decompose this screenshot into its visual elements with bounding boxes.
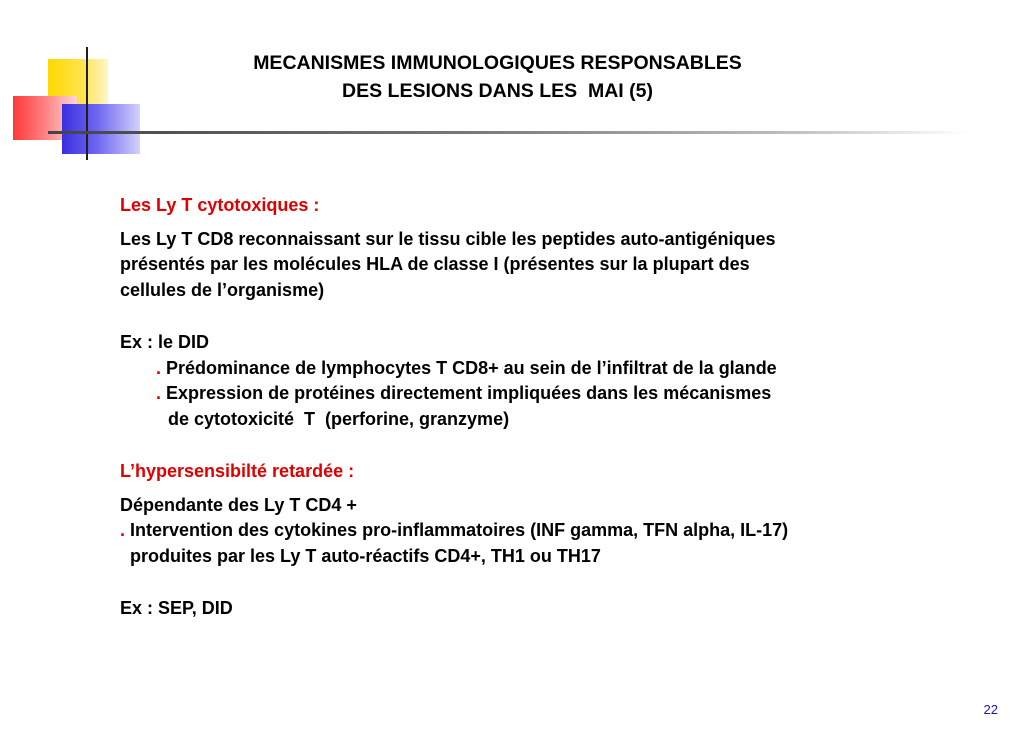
cytotoxic-para-line-2: présentés par les molécules HLA de classe I (présentes sur la plupart des xyxy=(120,254,750,274)
hypersensitivity-heading: L’hypersensibilté retardée : xyxy=(120,461,355,481)
slide-decoration xyxy=(0,0,180,170)
slide-title-line-2: DES LESIONS DANS LES MAI (5) xyxy=(342,80,653,102)
cytotoxic-para-line-1: Les Ly T CD8 reconnaissant sur le tissu cible les peptides auto-antigéniques xyxy=(120,228,776,249)
bullet-text: Expression de protéines directement impliquées dans les mécanismes xyxy=(166,383,772,403)
slide-body xyxy=(120,193,970,622)
cytotoxic-example: Ex : le DID xyxy=(120,332,210,352)
cytotoxic-heading: Les Ly T cytotoxiques : xyxy=(120,195,320,215)
cytotoxic-para-line-3: cellules de l’organisme) xyxy=(120,279,325,300)
cytotoxic-bullet-1 xyxy=(120,356,970,382)
slide-title xyxy=(170,49,825,105)
bullet-marker: . xyxy=(156,357,162,378)
hypersensitivity-line-1: Dépendante des Ly T CD4 + xyxy=(120,494,357,515)
hypersensitivity-bullet xyxy=(120,518,970,544)
blue-square-decoration xyxy=(62,104,140,154)
page-number: 22 xyxy=(983,702,998,717)
slide-title-line-1: MECANISMES IMMUNOLOGIQUES RESPONSABLES xyxy=(253,52,742,74)
bullet-text: Prédominance de lymphocytes T CD8+ au sein de l’infiltrat de la glande xyxy=(166,357,777,378)
hypersensitivity-bullet-continuation: produites par les Ly T auto-réactifs CD4+, TH1 ou TH17 xyxy=(130,545,601,566)
bullet-marker: . xyxy=(120,520,126,540)
bullet-text: Intervention des cytokines pro-inflammatoires (INF gamma, TFN alpha, IL-17) xyxy=(130,520,789,540)
cytotoxic-bullet-2 xyxy=(120,381,970,407)
hypersensitivity-example: Ex : SEP, DID xyxy=(120,598,233,618)
bullet-marker: . xyxy=(156,383,162,403)
title-underline-rule xyxy=(48,131,968,134)
cytotoxic-bullet-2-continuation: de cytotoxicité T (perforine, granzyme) xyxy=(168,408,510,429)
vertical-rule xyxy=(86,47,88,160)
